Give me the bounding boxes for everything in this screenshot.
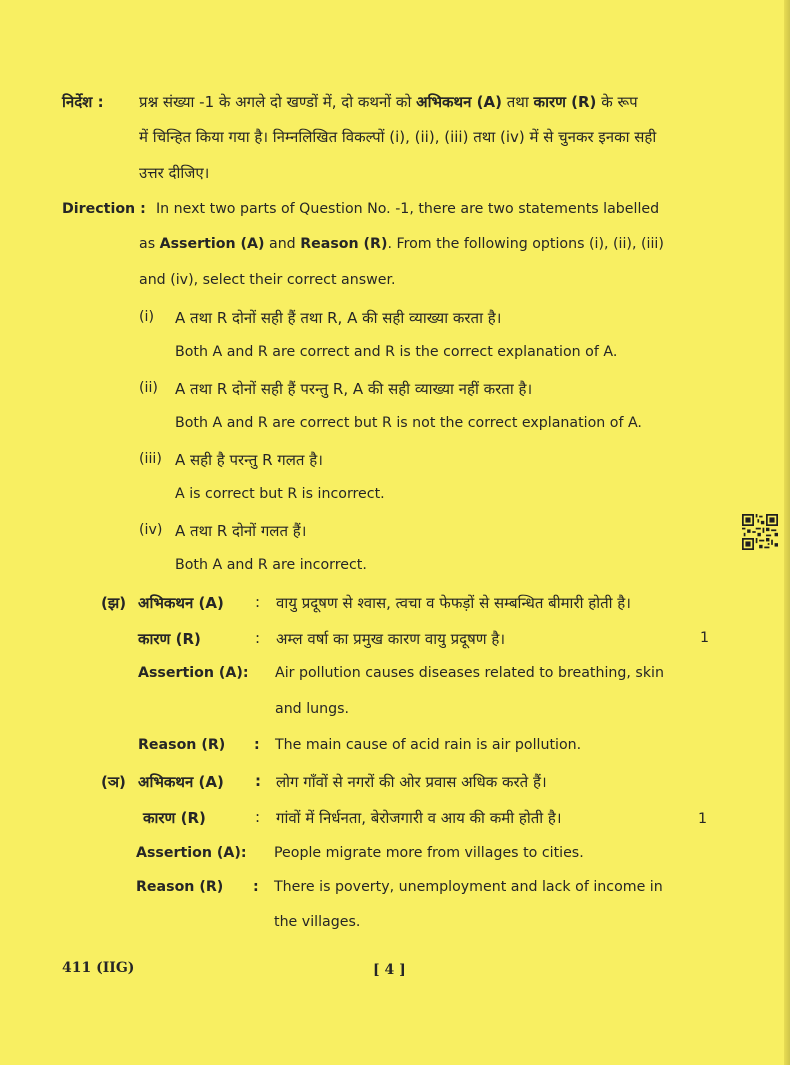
option-number: (ii) bbox=[139, 380, 158, 396]
direction-line-3: and (iv), select their correct answer. bbox=[139, 272, 396, 288]
question-number: (झ) bbox=[101, 594, 127, 612]
marks: 1 bbox=[698, 811, 708, 827]
assertion-english-text: People migrate more from villages to cities. bbox=[274, 845, 584, 861]
reason-english-label: Reason (R) bbox=[136, 879, 224, 895]
nirdesh-line-3: उत्तर दीजिए। bbox=[139, 164, 210, 182]
option-english: A is correct but R is incorrect. bbox=[175, 486, 385, 502]
colon: : bbox=[255, 772, 261, 790]
page-edge bbox=[784, 0, 790, 1065]
option-hindi: A सही है परन्तु R गलत है। bbox=[175, 451, 323, 469]
option-english: Both A and R are incorrect. bbox=[175, 557, 367, 573]
option-hindi: A तथा R दोनों सही हैं परन्तु R, A की सही व्याख्या नहीं करता है। bbox=[175, 380, 533, 398]
question-number: (ञ) bbox=[101, 773, 126, 791]
colon: : bbox=[255, 593, 261, 611]
reason-english-label: Reason (R) bbox=[138, 737, 226, 753]
option-hindi: A तथा R दोनों सही हैं तथा R, A की सही व्याख्या करता है। bbox=[175, 309, 502, 327]
paper-code: 411 (IIG) bbox=[62, 960, 135, 976]
direction-line-2: as Assertion (A) and Reason (R). From the following options (i), (ii), (iii) bbox=[139, 236, 664, 252]
option-english: Both A and R are correct but R is not the correct explanation of A. bbox=[175, 415, 642, 431]
assertion-english-text: and lungs. bbox=[275, 701, 350, 717]
assertion-english-text: Air pollution causes diseases related to breathing, skin bbox=[275, 665, 664, 681]
colon: : bbox=[254, 737, 260, 753]
nirdesh-label: निर्देश : bbox=[62, 93, 104, 111]
marks: 1 bbox=[700, 630, 710, 646]
reason-hindi-label: कारण (R) bbox=[138, 630, 201, 648]
reason-hindi-text: गांवों में निर्धनता, बेरोजगारी व आय की कमी होती है। bbox=[276, 809, 562, 827]
option-number: (iv) bbox=[139, 522, 163, 538]
colon: : bbox=[255, 629, 261, 647]
nirdesh-line-2: में चिन्हित किया गया है। निम्नलिखित विकल्पों (i), (ii), (iii) तथा (iv) में से चुनकर इनका सही bbox=[139, 128, 657, 146]
option-number: (iii) bbox=[139, 451, 162, 467]
option-number: (i) bbox=[139, 309, 155, 325]
reason-hindi-text: अम्ल वर्षा का प्रमुख कारण वायु प्रदूषण है। bbox=[276, 630, 506, 648]
assertion-hindi-text: वायु प्रदूषण से श्वास, त्वचा व फेफड़ों से सम्बन्धित बीमारी होती है। bbox=[276, 594, 631, 612]
direction-line-1: In next two parts of Question No. -1, there are two statements labelled bbox=[156, 201, 660, 217]
assertion-english-label: Assertion (A): bbox=[138, 665, 249, 681]
reason-english-text: There is poverty, unemployment and lack of income in bbox=[274, 879, 663, 895]
page-number: [ 4 ] bbox=[373, 962, 406, 978]
reason-hindi-label: कारण (R) bbox=[143, 809, 206, 827]
reason-english-text: the villages. bbox=[274, 914, 361, 930]
assertion-english-label: Assertion (A): bbox=[136, 845, 247, 861]
assertion-hindi-text: लोग गाँवों से नगरों की ओर प्रवास अधिक करते हैं। bbox=[276, 773, 547, 791]
direction-label: Direction : bbox=[62, 201, 146, 217]
colon: : bbox=[255, 808, 261, 826]
option-hindi: A तथा R दोनों गलत हैं। bbox=[175, 522, 307, 540]
reason-english-text: The main cause of acid rain is air pollution. bbox=[275, 737, 582, 753]
option-english: Both A and R are correct and R is the correct explanation of A. bbox=[175, 344, 618, 360]
assertion-hindi-label: अभिकथन (A) bbox=[138, 773, 224, 791]
assertion-hindi-label: अभिकथन (A) bbox=[138, 594, 224, 612]
colon: : bbox=[253, 879, 259, 895]
qr-code-icon bbox=[742, 514, 778, 550]
nirdesh-line-1: प्रश्न संख्या -1 के अगले दो खण्डों में, दो कथनों को अभिकथन (A) तथा कारण (R) के रूप bbox=[139, 93, 638, 111]
